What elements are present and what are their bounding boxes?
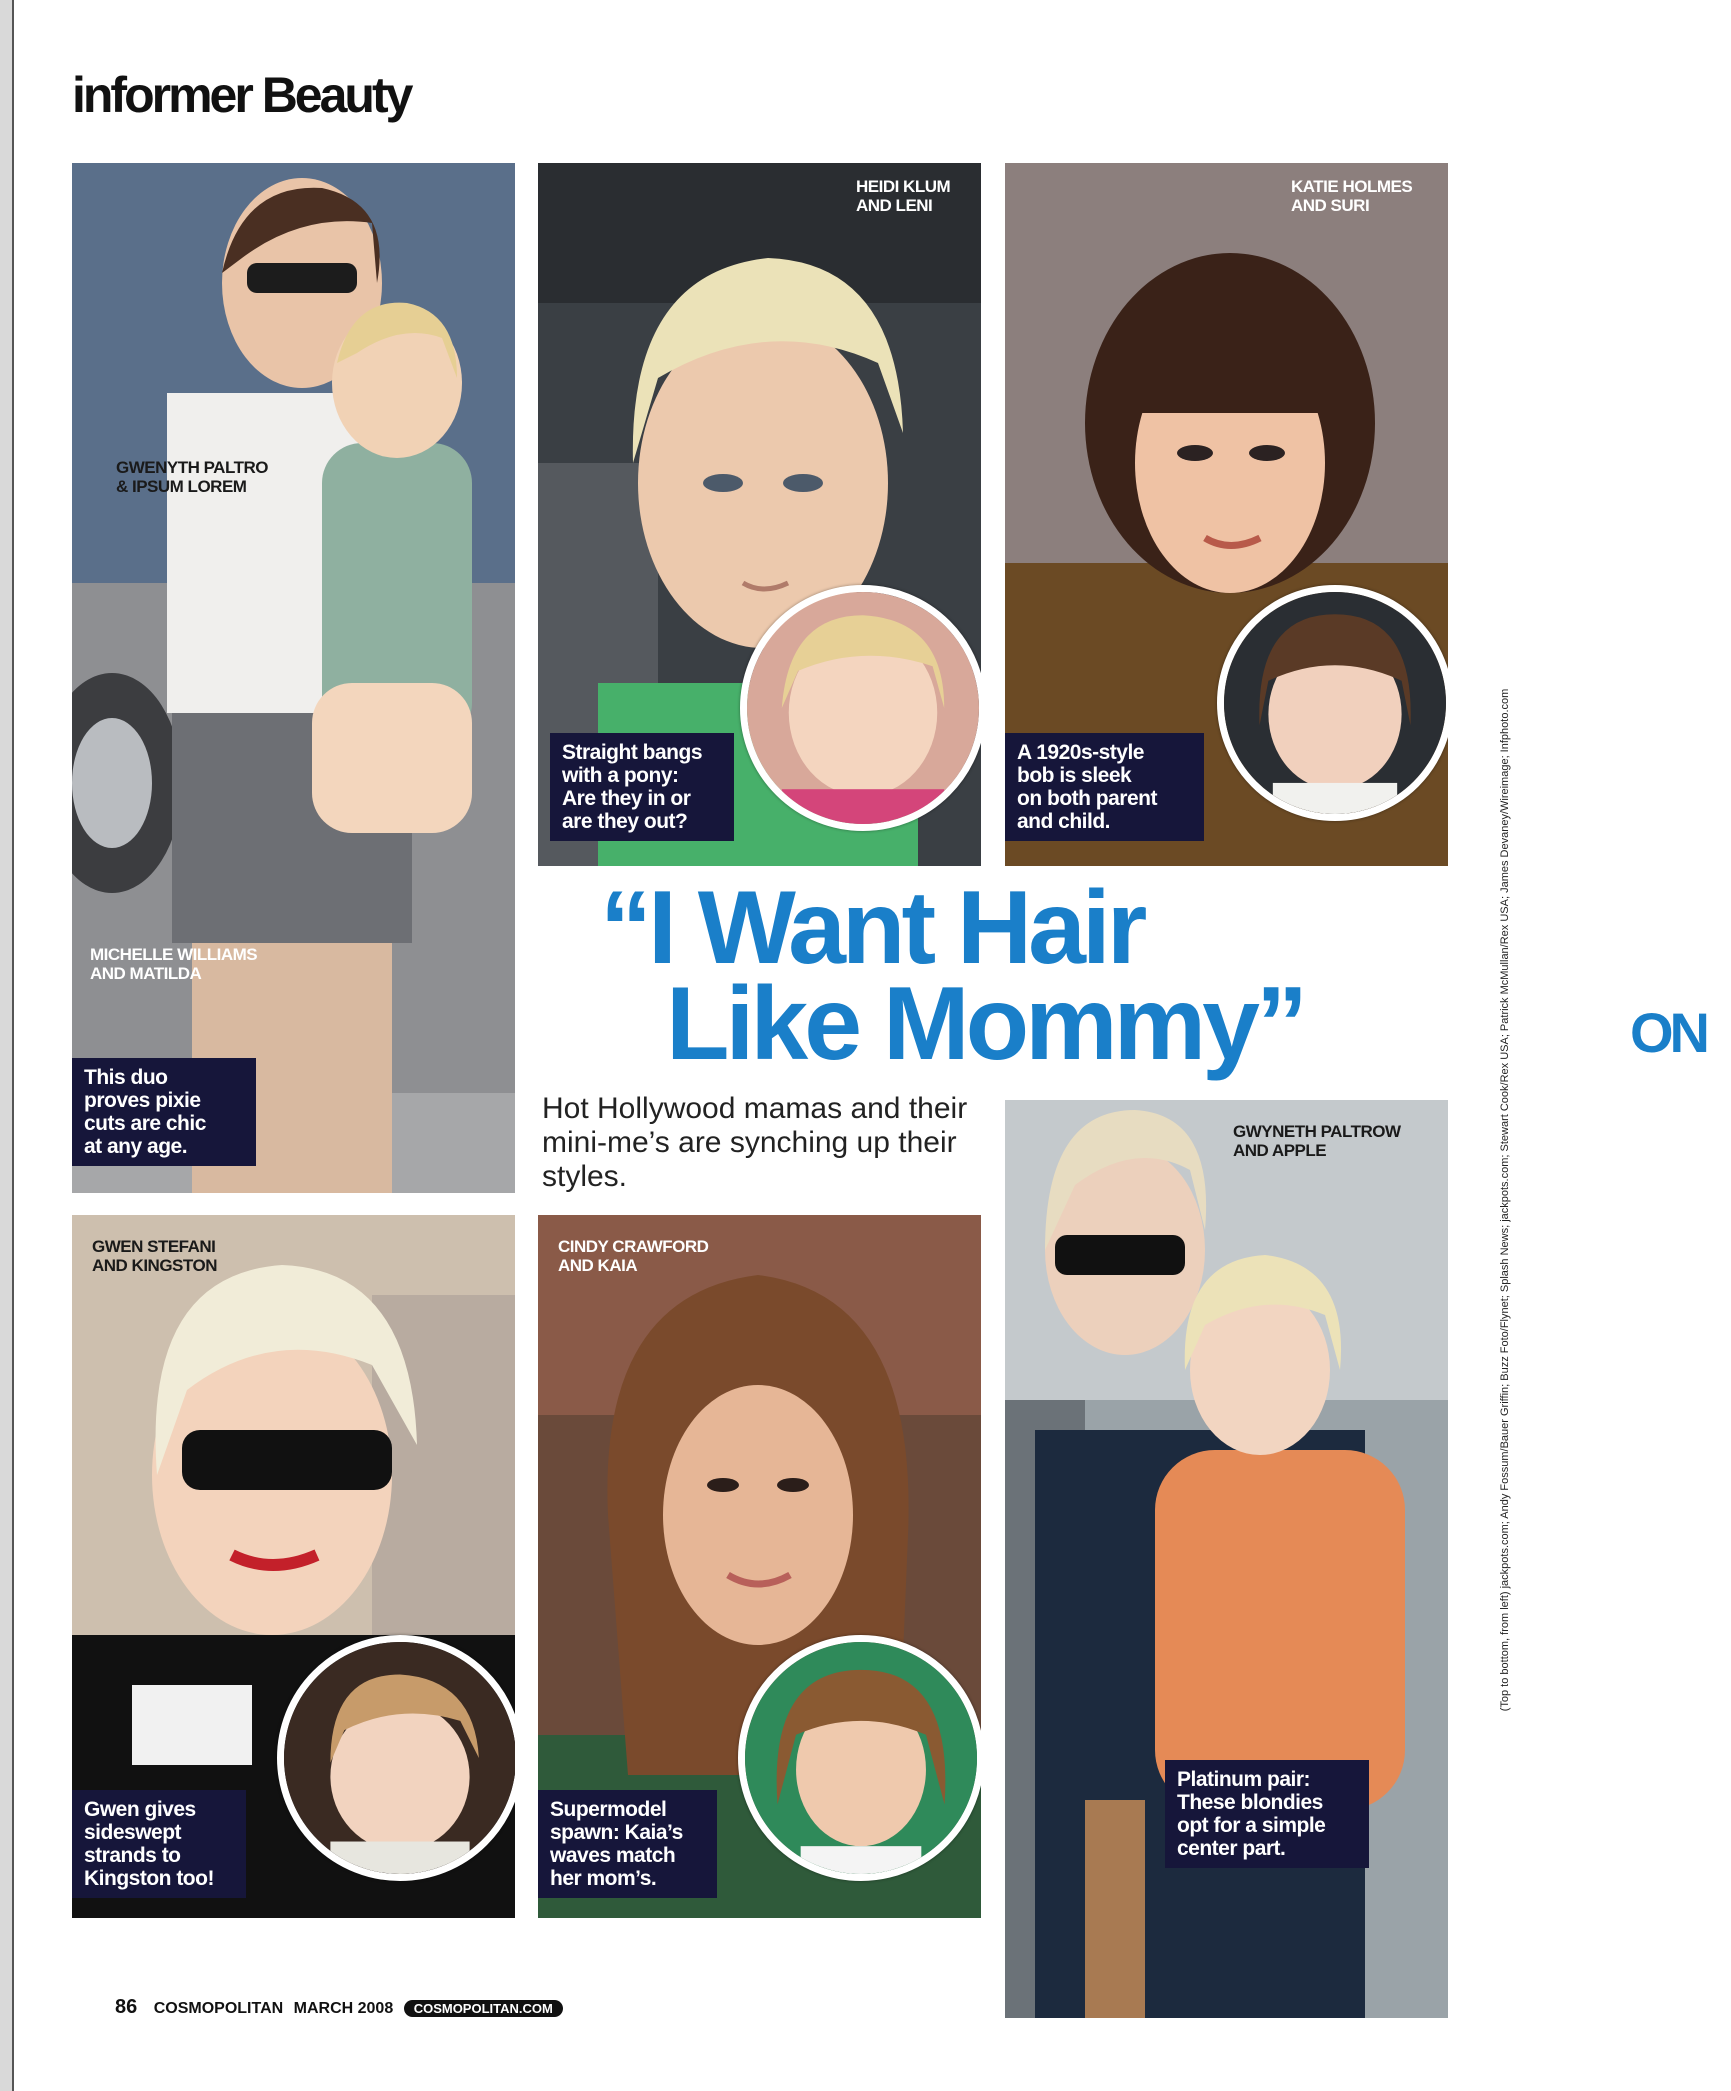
photo-credits: (Top to bottom, from left) jackpots.com; Andy Fossum/Bauer Griffin; Buzz Foto/Flynet; Splash News; jackpots.com; Stewart Cook/Rex USA; Patrick McMullan/Rex USA; James Devaney/Wireimage; Infphoto.com	[1499, 688, 1511, 1712]
photo-michelle-williams	[72, 163, 515, 1193]
section-label: informer Beauty	[72, 67, 411, 123]
photo-name-label: GWYNETH PALTROW AND APPLE	[1233, 1122, 1401, 1160]
photo-heidi-klum	[538, 163, 981, 866]
photo-caption: Platinum pair: These blondies opt for a simple center part.	[1165, 1760, 1369, 1868]
photo-gwen-stefani	[72, 1215, 515, 1918]
photo-caption: Supermodel spawn: Kaia’s waves match her mom’s.	[538, 1790, 717, 1898]
child-inset-photo	[277, 1635, 515, 1881]
magazine-url[interactable]: COSMOPOLITAN.COM	[404, 2000, 563, 2017]
photo-name-label: GWEN STEFANI AND KINGSTON	[92, 1237, 217, 1275]
headline: “I Want Hair Like Mommy”	[600, 870, 1304, 1082]
photo-caption: Gwen gives sideswept strands to Kingston too!	[72, 1790, 246, 1898]
page-footer	[115, 1996, 563, 2019]
child-inset-photo	[740, 585, 981, 831]
photo-name-label: MICHELLE WILLIAMS AND MATILDA	[90, 945, 258, 983]
photo-gwyneth-paltrow	[1005, 1100, 1448, 2018]
photo-caption: A 1920s-style bob is sleek on both parent and child.	[1005, 733, 1204, 841]
page-number: 86	[115, 1996, 138, 2018]
photo-caption: This duo proves pixie cuts are chic at any age.	[72, 1058, 256, 1166]
photo-name-label: GWENYTH PALTRO & IPSUM LOREM	[116, 458, 268, 496]
issue-date: MARCH 2008	[293, 2000, 394, 2017]
next-page-fragment: ON	[1630, 1001, 1706, 1064]
child-inset-photo	[1217, 585, 1448, 821]
dek-text: Hot Hollywood mamas and their mini-me’s are synching up their styles.	[542, 1092, 968, 1193]
photo-name-label: KATIE HOLMES AND SURI	[1291, 177, 1413, 215]
photo-katie-holmes	[1005, 163, 1448, 866]
photo-cindy-crawford	[538, 1215, 981, 1918]
photo-name-label: HEIDI KLUM AND LENI	[856, 177, 951, 215]
photo-caption: Straight bangs with a pony: Are they in or are they out?	[550, 733, 734, 841]
child-inset-photo	[738, 1635, 981, 1881]
photo-name-label: CINDY CRAWFORD AND KAIA	[558, 1237, 709, 1275]
magazine-name: COSMOPOLITAN	[153, 2000, 284, 2017]
page-edge	[0, 0, 14, 2091]
